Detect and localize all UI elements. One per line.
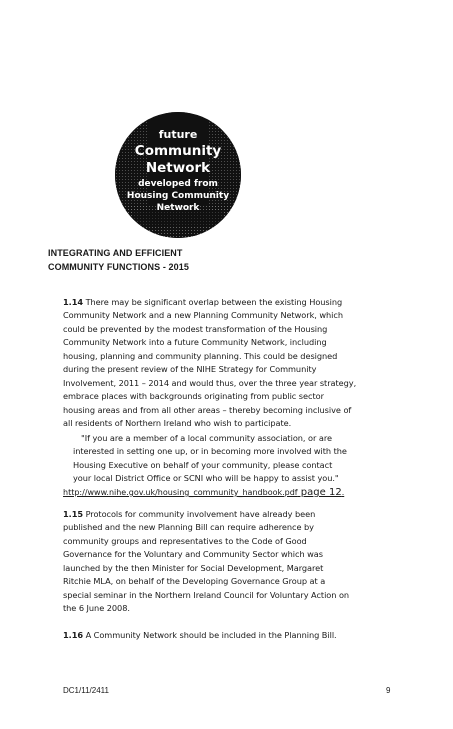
paragraph-line: Community Network into a future Community Network, including bbox=[63, 337, 327, 348]
paragraph-1-16 bbox=[63, 629, 403, 642]
paragraph-line: housing areas and from all other areas – thereby becoming inclusive of bbox=[63, 404, 352, 415]
logo-text bbox=[115, 112, 241, 238]
paragraph-number: 1.14 bbox=[63, 297, 84, 307]
logo-line-4: developed from bbox=[138, 179, 218, 189]
paragraph-line: embrace places with backgrounds originating from public sector bbox=[63, 391, 324, 402]
section-heading bbox=[48, 246, 189, 274]
paragraph-line: the 6 June 2008. bbox=[63, 603, 130, 614]
paragraph-line: Community Network and a new Planning Community Network, which bbox=[63, 310, 343, 321]
paragraph-line: 1.15 Protocols for community involvement have already been bbox=[63, 509, 316, 519]
paragraph-number: 1.16 bbox=[63, 630, 84, 640]
logo-line-2: Community bbox=[134, 143, 222, 159]
paragraph-line: all residents of Northern Ireland who wish to participate. bbox=[63, 418, 292, 429]
paragraph-line: community groups and representatives to the Code of Good bbox=[63, 535, 307, 546]
logo-line-5: Housing Community bbox=[126, 191, 230, 201]
section-heading-line-1: INTEGRATING AND EFFICIENT bbox=[48, 248, 183, 258]
document-reference: DC1/11/2411 bbox=[63, 686, 109, 695]
section-heading-line-2: COMMUNITY FUNCTIONS - 2015 bbox=[48, 262, 189, 272]
quote-line: your local District Office or SCNI who will be happy to assist you." bbox=[73, 473, 339, 484]
logo-line-1: future bbox=[158, 128, 198, 141]
quote-line: interested in setting one up, or in becoming more involved with the bbox=[73, 446, 347, 457]
logo-line-3: Network bbox=[145, 160, 211, 176]
paragraph-line: 1.14 There may be significant overlap between the existing Housing bbox=[63, 297, 343, 307]
paragraph-line: special seminar in the Northern Ireland Council for Voluntary Action on bbox=[63, 589, 350, 600]
quote-line: Housing Executive on behalf of your community, please contact bbox=[73, 459, 333, 470]
logo-line-6: Network bbox=[156, 203, 200, 213]
quote-line: "If you are a member of a local community association, or are bbox=[81, 433, 332, 443]
paragraph-line: published and the new Planning Bill can require adherence by bbox=[63, 522, 314, 533]
handbook-url[interactable]: http://www.nihe.gov.uk/housing_community_handbook.pdf bbox=[63, 488, 298, 497]
community-network-logo bbox=[115, 112, 241, 238]
link-period: . bbox=[341, 488, 345, 497]
paragraph-line: Governance for the Voluntary and Community Sector which was bbox=[63, 549, 323, 560]
quote-block bbox=[63, 432, 403, 486]
paragraph-line: could be prevented by the modest transformation of the Housing bbox=[63, 323, 328, 334]
paragraph-1-15 bbox=[63, 508, 403, 616]
paragraph-line: housing, planning and community planning. This could be designed bbox=[63, 350, 338, 361]
paragraph-line: Ritchie MLA, on behalf of the Developing Governance Group at a bbox=[63, 576, 326, 587]
paragraph-line: Involvement, 2011 – 2014 and would thus, over the three year strategy, bbox=[63, 377, 357, 388]
handbook-link[interactable] bbox=[63, 487, 344, 498]
paragraph-number: 1.15 bbox=[63, 509, 84, 519]
paragraph-line: 1.16 A Community Network should be included in the Planning Bill. bbox=[63, 630, 337, 640]
page-reference: page 12 bbox=[297, 487, 342, 498]
paragraph-line: launched by the then Minister for Social Development, Margaret bbox=[63, 562, 324, 573]
paragraph-1-14 bbox=[63, 296, 403, 431]
page-number: 9 bbox=[386, 686, 391, 695]
paragraph-line: during the present review of the NIHE Strategy for Community bbox=[63, 364, 317, 375]
